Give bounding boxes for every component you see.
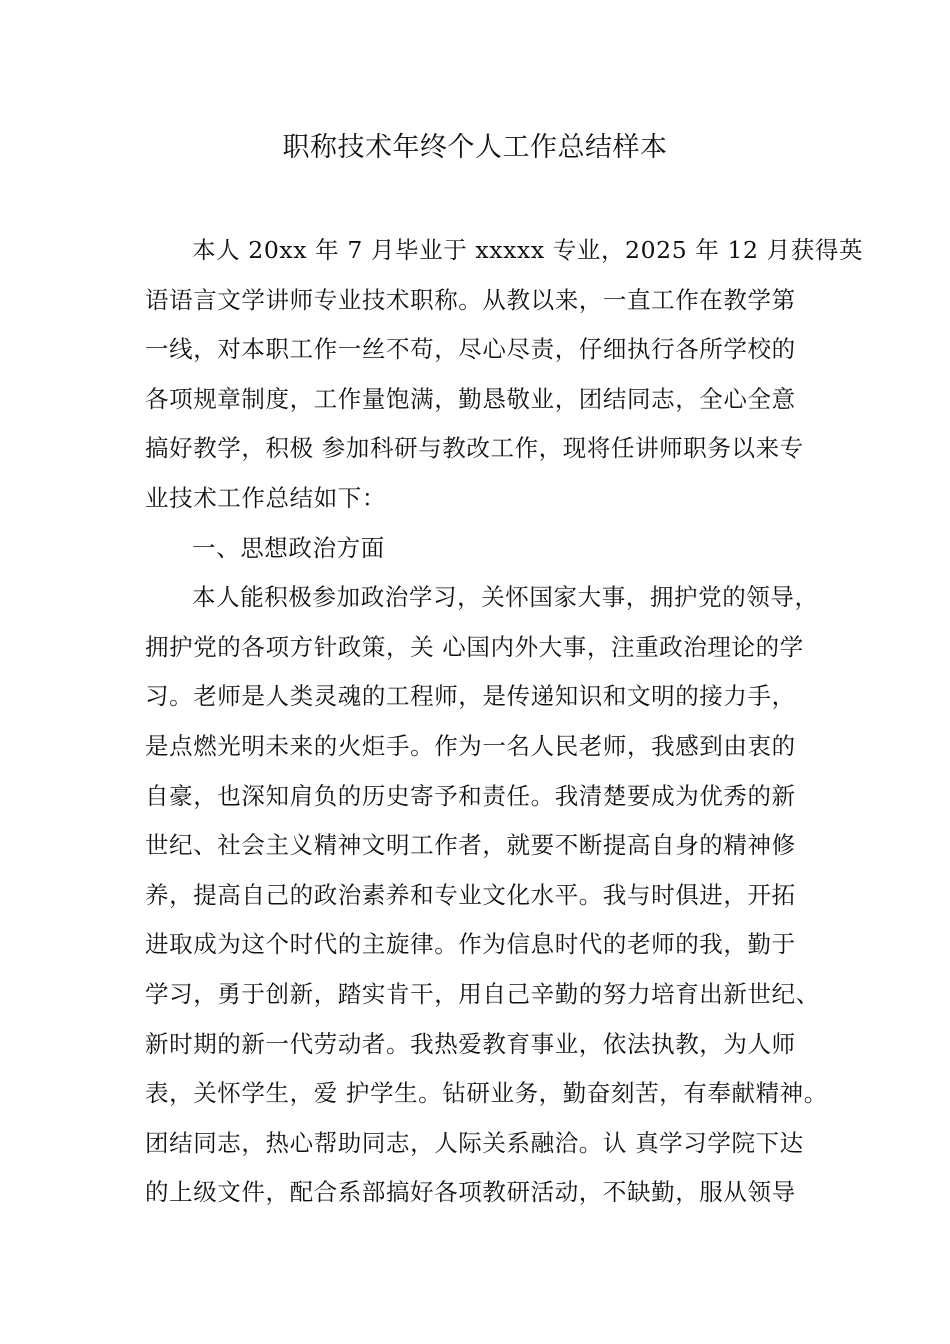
body-line: 习。老师是人类灵魂的工程师，是传递知识和文明的接力手，: [145, 682, 796, 711]
document-title: 职称技术年终个人工作总结样本: [282, 132, 668, 163]
body-line: 表，关怀学生，爱 护学生。钻研业务，勤奋刻苦，有奉献精神。: [145, 1079, 828, 1108]
body-line: 一线，对本职工作一丝不苟，尽心尽责，仔细执行各所学校的: [145, 335, 796, 364]
body-line: 本人能积极参加政治学习，关怀国家大事，拥护党的领导，: [192, 583, 819, 612]
body-line: 养，提高自己的政治素养和专业文化水平。我与时俱进，开拓: [145, 880, 796, 909]
body-line: 学习，勇于创新，踏实肯干，用自己辛勤的努力培育出新世纪、: [145, 979, 820, 1008]
body-line: 本人 20xx 年 7 月毕业于 xxxxx 专业，2025 年 12 月获得英: [192, 236, 864, 264]
body-line: 团结同志，热心帮助同志，人际关系融洽。认 真学习学院下达: [145, 1128, 804, 1157]
body-line: 搞好教学，积极 参加科研与教改工作，现将任讲师职务以来专: [145, 434, 804, 463]
body-line: 的上级文件，配合系部搞好各项教研活动，不缺勤，服从领导: [145, 1178, 796, 1207]
body-line: 新时期的新一代劳动者。我热爱教育事业，依法执教，为人师: [145, 1029, 796, 1058]
body-line: 是点燃光明未来的火炬手。作为一名人民老师，我感到由衷的: [145, 731, 796, 760]
body-line: 进取成为这个时代的主旋律。作为信息时代的老师的我，勤于: [145, 930, 796, 959]
body-line: 语语言文学讲师专业技术职称。从教以来，一直工作在教学第: [145, 285, 796, 314]
body-line: 自豪，也深知肩负的历史寄予和责任。我清楚要成为优秀的新: [145, 781, 796, 810]
body-line: 拥护党的各项方针政策，关 心国内外大事，注重政治理论的学: [145, 632, 804, 661]
body-line: 各项规章制度，工作量饱满，勤恳敬业，团结同志，全心全意: [145, 384, 796, 413]
section-heading: 一、思想政治方面: [192, 533, 385, 562]
body-line: 世纪、社会主义精神文明工作者，就要不断提高自身的精神修: [145, 831, 796, 860]
document-body: [145, 226, 864, 1218]
body-line: 业技术工作总结如下：: [145, 483, 386, 512]
